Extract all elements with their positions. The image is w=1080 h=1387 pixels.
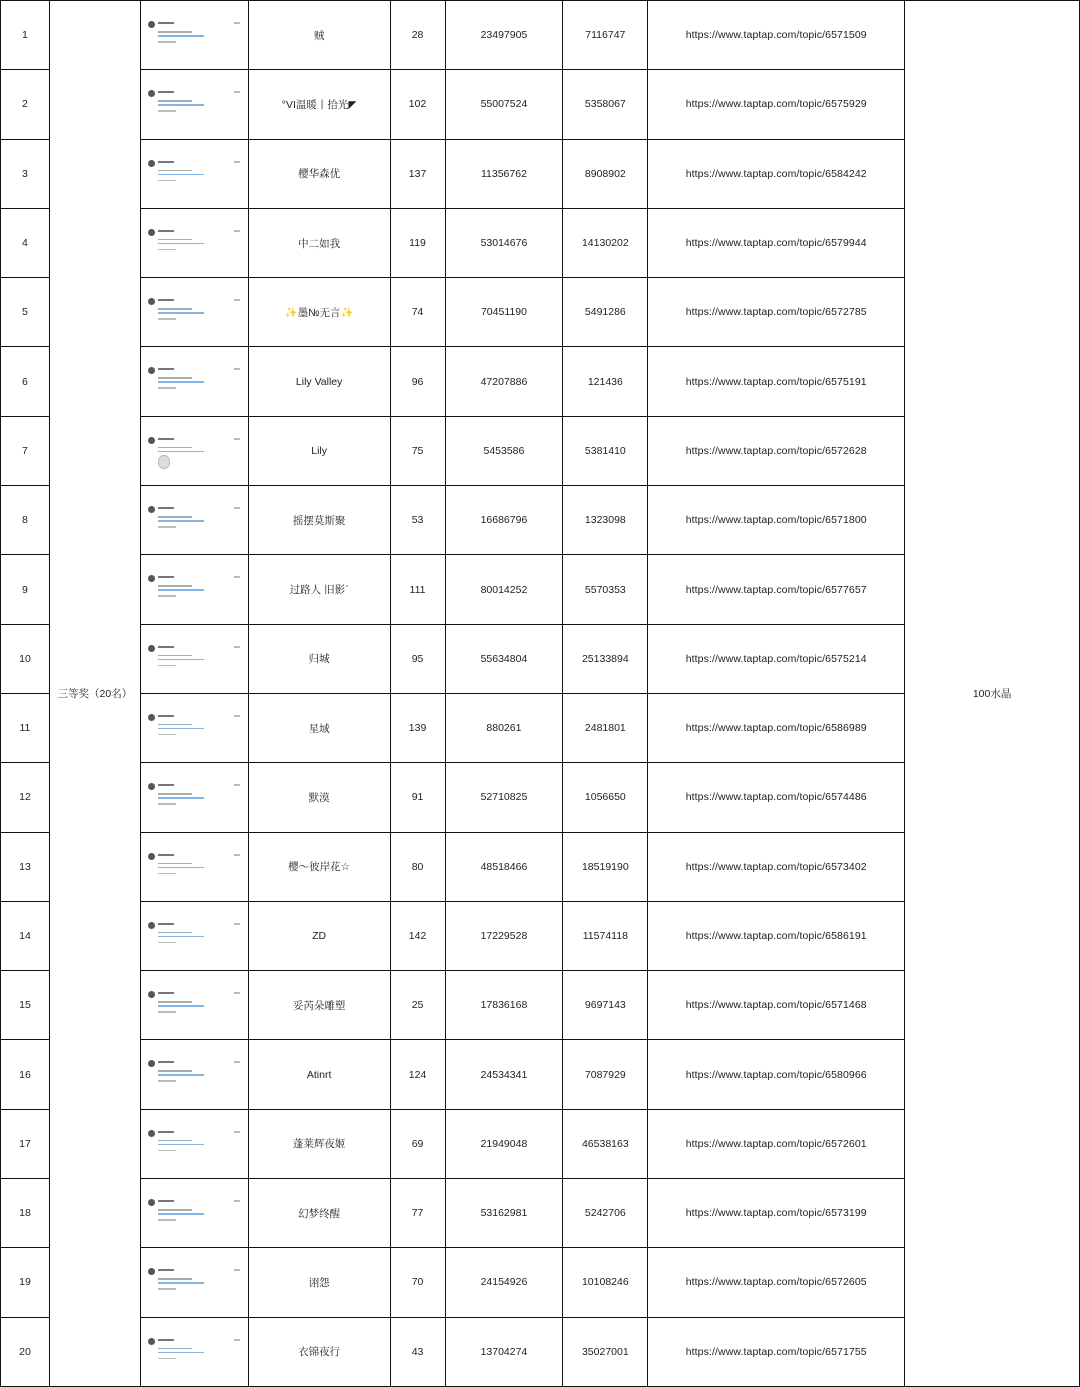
value-cell: 25133894: [563, 624, 648, 693]
nickname-cell: 诩怨: [248, 1248, 390, 1317]
topic-link-cell[interactable]: https://www.taptap.com/topic/6572628: [648, 416, 905, 485]
nickname-cell: 衣锦夜行: [248, 1317, 390, 1386]
topic-link-cell[interactable]: https://www.taptap.com/topic/6575929: [648, 70, 905, 139]
count-cell: 80: [390, 832, 445, 901]
nickname-cell: Lily Valley: [248, 347, 390, 416]
value-cell: 5242706: [563, 1179, 648, 1248]
rank-cell: 20: [1, 1317, 50, 1386]
value-cell: 9697143: [563, 971, 648, 1040]
screenshot-thumbnail: [146, 88, 242, 122]
uid-cell: 47207886: [445, 347, 563, 416]
count-cell: 142: [390, 901, 445, 970]
screenshot-thumbnail: [146, 19, 242, 53]
topic-link-cell[interactable]: https://www.taptap.com/topic/6584242: [648, 139, 905, 208]
value-cell: 18519190: [563, 832, 648, 901]
value-cell: 14130202: [563, 208, 648, 277]
topic-link-cell[interactable]: https://www.taptap.com/topic/6580966: [648, 1040, 905, 1109]
screenshot-thumbnail: [146, 712, 242, 746]
comment-screenshot: [140, 763, 248, 832]
nickname-cell: Lily: [248, 416, 390, 485]
uid-cell: 21949048: [445, 1109, 563, 1178]
screenshot-thumbnail: [146, 435, 242, 469]
screenshot-thumbnail: [146, 920, 242, 954]
comment-screenshot: [140, 555, 248, 624]
count-cell: 137: [390, 139, 445, 208]
screenshot-thumbnail: [146, 1336, 242, 1370]
screenshot-thumbnail: [146, 989, 242, 1023]
rank-cell: 5: [1, 278, 50, 347]
comment-screenshot: [140, 486, 248, 555]
rank-cell: 2: [1, 70, 50, 139]
count-cell: 70: [390, 1248, 445, 1317]
comment-screenshot: [140, 139, 248, 208]
nickname-cell: 默漠: [248, 763, 390, 832]
count-cell: 102: [390, 70, 445, 139]
value-cell: 1056650: [563, 763, 648, 832]
uid-cell: 23497905: [445, 1, 563, 70]
uid-cell: 880261: [445, 693, 563, 762]
topic-link-cell[interactable]: https://www.taptap.com/topic/6586989: [648, 693, 905, 762]
rank-cell: 13: [1, 832, 50, 901]
nickname-cell: 幻梦终醒: [248, 1179, 390, 1248]
count-cell: 69: [390, 1109, 445, 1178]
value-cell: 7116747: [563, 1, 648, 70]
comment-screenshot: [140, 1317, 248, 1386]
screenshot-thumbnail: [146, 1128, 242, 1162]
uid-cell: 24534341: [445, 1040, 563, 1109]
rank-cell: 9: [1, 555, 50, 624]
count-cell: 124: [390, 1040, 445, 1109]
value-cell: 5491286: [563, 278, 648, 347]
rank-cell: 1: [1, 1, 50, 70]
comment-screenshot: [140, 278, 248, 347]
value-cell: 5570353: [563, 555, 648, 624]
topic-link-cell[interactable]: https://www.taptap.com/topic/6574486: [648, 763, 905, 832]
reward-cell: 100水晶: [905, 1, 1080, 1387]
value-cell: 1323098: [563, 486, 648, 555]
count-cell: 25: [390, 971, 445, 1040]
value-cell: 2481801: [563, 693, 648, 762]
topic-link-cell[interactable]: https://www.taptap.com/topic/6572785: [648, 278, 905, 347]
nickname-cell: 蓬莱辉夜姬: [248, 1109, 390, 1178]
nickname-cell: 星域: [248, 693, 390, 762]
screenshot-thumbnail: [146, 365, 242, 399]
screenshot-thumbnail: [146, 227, 242, 261]
uid-cell: 52710825: [445, 763, 563, 832]
count-cell: 53: [390, 486, 445, 555]
comment-screenshot: [140, 1248, 248, 1317]
rank-cell: 3: [1, 139, 50, 208]
count-cell: 74: [390, 278, 445, 347]
rank-cell: 12: [1, 763, 50, 832]
value-cell: 8908902: [563, 139, 648, 208]
nickname-cell: 樱～彼岸花☆: [248, 832, 390, 901]
uid-cell: 55634804: [445, 624, 563, 693]
count-cell: 95: [390, 624, 445, 693]
comment-screenshot: [140, 416, 248, 485]
prize-tier-cell: 三等奖（20名）: [49, 1, 140, 1387]
comment-screenshot: [140, 347, 248, 416]
comment-screenshot: [140, 1109, 248, 1178]
count-cell: 43: [390, 1317, 445, 1386]
rank-cell: 16: [1, 1040, 50, 1109]
value-cell: 5358067: [563, 70, 648, 139]
uid-cell: 80014252: [445, 555, 563, 624]
nickname-cell: ZD: [248, 901, 390, 970]
rank-cell: 6: [1, 347, 50, 416]
value-cell: 7087929: [563, 1040, 648, 1109]
screenshot-thumbnail: [146, 1058, 242, 1092]
count-cell: 28: [390, 1, 445, 70]
nickname-cell: °VI温暖丨拾光◤: [248, 70, 390, 139]
rank-cell: 7: [1, 416, 50, 485]
topic-link-cell[interactable]: https://www.taptap.com/topic/6571509: [648, 1, 905, 70]
topic-link-cell[interactable]: https://www.taptap.com/topic/6579944: [648, 208, 905, 277]
uid-cell: 11356762: [445, 139, 563, 208]
topic-link-cell[interactable]: https://www.taptap.com/topic/6572601: [648, 1109, 905, 1178]
count-cell: 139: [390, 693, 445, 762]
count-cell: 111: [390, 555, 445, 624]
comment-screenshot: [140, 1, 248, 70]
nickname-cell: 中二如我: [248, 208, 390, 277]
nickname-cell: 贼: [248, 1, 390, 70]
comment-screenshot: [140, 624, 248, 693]
uid-cell: 48518466: [445, 832, 563, 901]
topic-link-cell[interactable]: https://www.taptap.com/topic/6577657: [648, 555, 905, 624]
rank-cell: 11: [1, 693, 50, 762]
comment-screenshot: [140, 971, 248, 1040]
screenshot-thumbnail: [146, 1266, 242, 1300]
value-cell: 121436: [563, 347, 648, 416]
topic-link-cell[interactable]: https://www.taptap.com/topic/6571800: [648, 486, 905, 555]
uid-cell: 13704274: [445, 1317, 563, 1386]
nickname-cell: 樱华森优: [248, 139, 390, 208]
topic-link-cell[interactable]: https://www.taptap.com/topic/6573199: [648, 1179, 905, 1248]
nickname-cell: ✨墨№无言✨: [248, 278, 390, 347]
value-cell: 46538163: [563, 1109, 648, 1178]
uid-cell: 70451190: [445, 278, 563, 347]
comment-screenshot: [140, 70, 248, 139]
rank-cell: 17: [1, 1109, 50, 1178]
topic-link-cell[interactable]: https://www.taptap.com/topic/6575191: [648, 347, 905, 416]
comment-screenshot: [140, 901, 248, 970]
uid-cell: 53014676: [445, 208, 563, 277]
comment-screenshot: [140, 208, 248, 277]
rank-cell: 10: [1, 624, 50, 693]
screenshot-thumbnail: [146, 781, 242, 815]
screenshot-thumbnail: [146, 573, 242, 607]
rank-cell: 8: [1, 486, 50, 555]
nickname-cell: Atinrt: [248, 1040, 390, 1109]
uid-cell: 17836168: [445, 971, 563, 1040]
comment-screenshot: [140, 832, 248, 901]
topic-link-cell[interactable]: https://www.taptap.com/topic/6573402: [648, 832, 905, 901]
uid-cell: 53162981: [445, 1179, 563, 1248]
count-cell: 96: [390, 347, 445, 416]
rank-cell: 19: [1, 1248, 50, 1317]
screenshot-thumbnail: [146, 851, 242, 885]
uid-cell: 5453586: [445, 416, 563, 485]
count-cell: 77: [390, 1179, 445, 1248]
uid-cell: 16686796: [445, 486, 563, 555]
value-cell: 11574118: [563, 901, 648, 970]
topic-link-cell[interactable]: https://www.taptap.com/topic/6575214: [648, 624, 905, 693]
screenshot-thumbnail: [146, 296, 242, 330]
uid-cell: 55007524: [445, 70, 563, 139]
topic-link-cell[interactable]: https://www.taptap.com/topic/6571755: [648, 1317, 905, 1386]
topic-link-cell[interactable]: https://www.taptap.com/topic/6586191: [648, 901, 905, 970]
uid-cell: 17229528: [445, 901, 563, 970]
rank-cell: 14: [1, 901, 50, 970]
nickname-cell: 过路人 旧影ˊ: [248, 555, 390, 624]
table-row: [1, 1, 1080, 70]
count-cell: 91: [390, 763, 445, 832]
value-cell: 5381410: [563, 416, 648, 485]
uid-cell: 24154926: [445, 1248, 563, 1317]
value-cell: 35027001: [563, 1317, 648, 1386]
comment-screenshot: [140, 693, 248, 762]
topic-link-cell[interactable]: https://www.taptap.com/topic/6572605: [648, 1248, 905, 1317]
topic-link-cell[interactable]: https://www.taptap.com/topic/6571468: [648, 971, 905, 1040]
rank-cell: 18: [1, 1179, 50, 1248]
nickname-cell: 归城: [248, 624, 390, 693]
comment-screenshot: [140, 1179, 248, 1248]
screenshot-thumbnail: [146, 1197, 242, 1231]
screenshot-thumbnail: [146, 504, 242, 538]
count-cell: 75: [390, 416, 445, 485]
value-cell: 10108246: [563, 1248, 648, 1317]
comment-screenshot: [140, 1040, 248, 1109]
nickname-cell: 摇摆莫斯聚: [248, 486, 390, 555]
rank-cell: 15: [1, 971, 50, 1040]
rank-cell: 4: [1, 208, 50, 277]
count-cell: 119: [390, 208, 445, 277]
screenshot-thumbnail: [146, 643, 242, 677]
screenshot-thumbnail: [146, 158, 242, 192]
nickname-cell: 妥芮朵雕塑: [248, 971, 390, 1040]
table-body: [1, 1, 1080, 1387]
